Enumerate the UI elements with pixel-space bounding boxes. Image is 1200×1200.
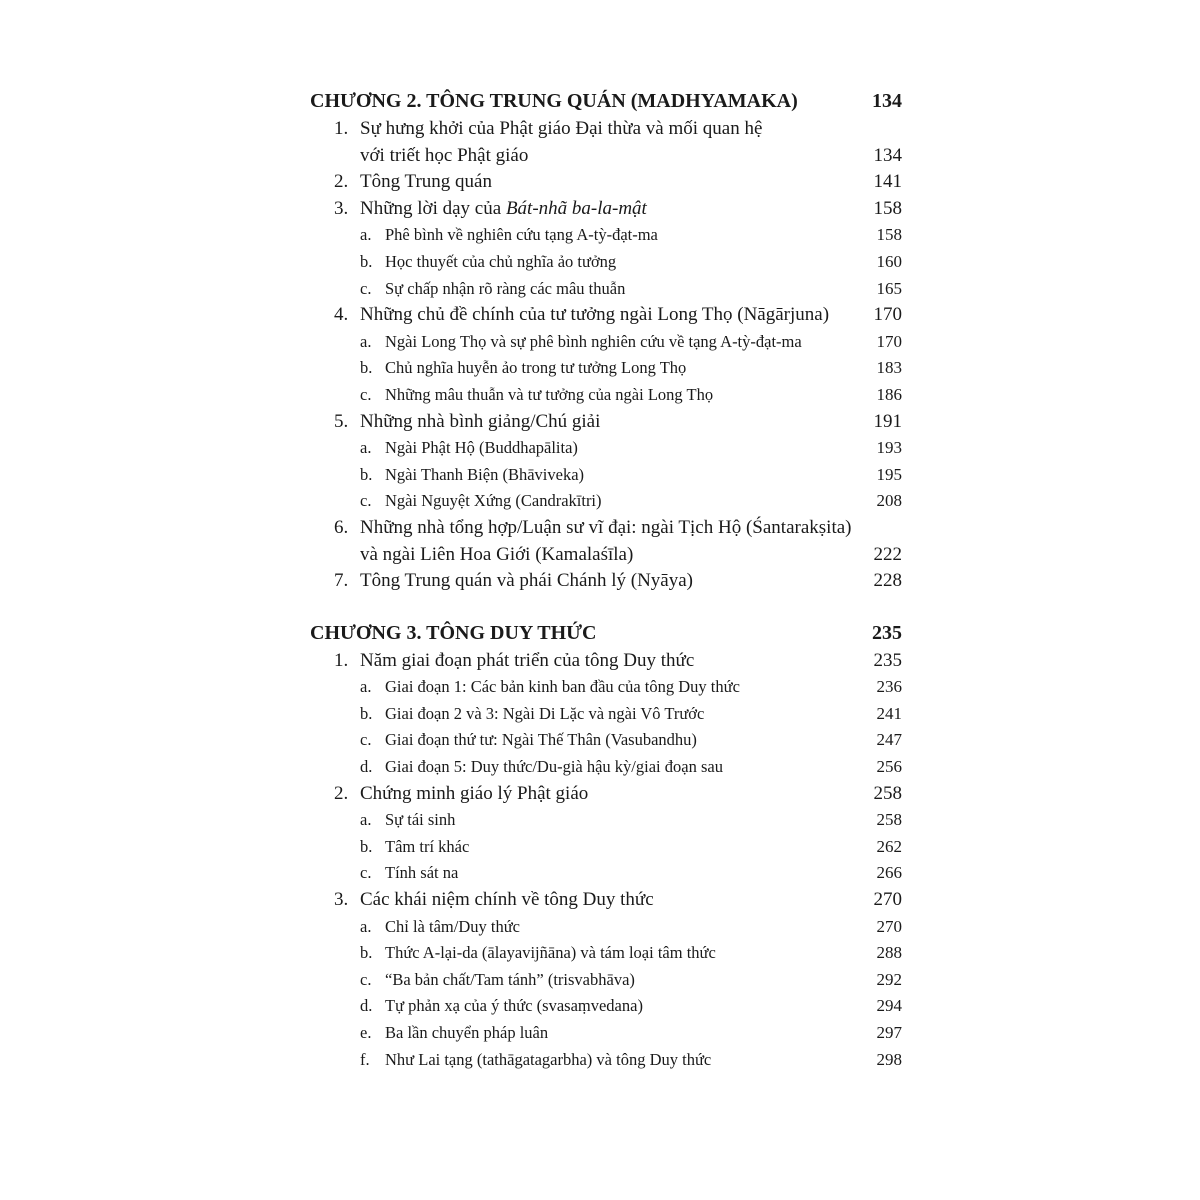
section-title — [310, 568, 902, 595]
subsection-title: Tính sát na — [385, 863, 459, 883]
section-title-line: với triết học Phật giáo — [360, 144, 529, 166]
chapter-title: CHƯƠNG 3. TÔNG DUY THỨC — [310, 621, 597, 644]
chapter-page-number: 134 — [872, 90, 902, 112]
subsection-page-number: 294 — [876, 996, 902, 1016]
subsection-page-number: 186 — [876, 384, 902, 404]
subsection-entry — [310, 993, 902, 1020]
subsection-letter: d. — [360, 996, 373, 1016]
subsection-title: Sự tái sinh — [385, 810, 456, 830]
section-entry — [310, 887, 902, 914]
subsection-page-number: 292 — [876, 969, 902, 989]
section-title-line: Các khái niệm chính về tông Duy thức — [360, 889, 654, 911]
section-title — [310, 887, 902, 914]
section-page-number: 270 — [873, 889, 902, 911]
section-entry — [310, 169, 902, 196]
subsection-page-number: 297 — [876, 1023, 902, 1042]
section-title-line: Những chủ đề chính của tư tưởng ngài Long Thọ (Nāgārjuna) — [360, 304, 830, 326]
subsection-page-number: 183 — [876, 358, 902, 378]
section-title-line: Năm giai đoạn phát triển của tông Duy thức — [360, 649, 695, 671]
subsection-letter: b. — [360, 251, 373, 271]
subsection-letter: c. — [360, 730, 372, 750]
subsection-entry — [310, 914, 902, 941]
subsection-entry — [310, 249, 902, 276]
subsection-letter: c. — [360, 491, 372, 511]
subsection-letter: a. — [360, 225, 372, 245]
subsection-page-number: 165 — [876, 278, 902, 298]
subsection-title: Ngài Phật Hộ (Buddhapālita) — [385, 438, 578, 458]
section-title-line: Những nhà bình giảng/Chú giải — [360, 410, 601, 432]
section-title-line: Những lời dạy của Bát-nhã ba-la-mật — [360, 197, 647, 219]
subsection-page-number: 247 — [876, 730, 902, 750]
section-title-line: Tông Trung quán và phái Chánh lý (Nyāya) — [360, 570, 693, 592]
section-number: 1. — [334, 118, 349, 139]
subsection-entry — [310, 727, 902, 754]
subsection-letter: b. — [360, 464, 373, 484]
subsection-entry — [310, 967, 902, 994]
section-title — [310, 648, 902, 675]
subsection-title: “Ba bản chất/Tam tánh” (trisvabhāva) — [385, 969, 635, 989]
subsection-title: Giai đoạn thứ tư: Ngài Thế Thân (Vasubandhu) — [385, 730, 697, 750]
chapter-title: CHƯƠNG 2. TÔNG TRUNG QUÁN (MADHYAMAKA) — [310, 90, 798, 112]
subsection-title: Tự phản xạ của ý thức (svasaṃvedana) — [385, 996, 643, 1016]
section-page-number: 222 — [873, 543, 902, 565]
subsection-letter: a. — [360, 916, 372, 936]
subsection-entry — [310, 329, 902, 356]
table-of-contents — [310, 86, 902, 1073]
section-number: 2. — [334, 782, 349, 804]
subsection-letter: c. — [360, 969, 372, 989]
subsection-page-number: 288 — [876, 943, 902, 963]
subsection-letter: f. — [360, 1049, 370, 1069]
subsection-page-number: 256 — [876, 757, 902, 777]
section-title — [310, 515, 902, 568]
subsection-letter: b. — [360, 943, 373, 963]
section-page-number: 158 — [873, 197, 902, 219]
subsection-title: Ba lần chuyển pháp luân — [385, 1023, 549, 1042]
section-number: 5. — [334, 410, 349, 432]
section-number: 7. — [334, 570, 349, 592]
subsection-title: Ngài Thanh Biện (Bhāviveka) — [385, 464, 585, 484]
chapter-heading — [310, 86, 902, 116]
section-entry — [310, 568, 902, 595]
subsection-title: Sự chấp nhận rõ ràng các mâu thuẫn — [385, 278, 626, 298]
section-page-number: 134 — [873, 144, 902, 166]
subsection-entry — [310, 1020, 902, 1047]
subsection-page-number: 270 — [876, 916, 902, 936]
section-entry — [310, 302, 902, 329]
subsection-entry — [310, 1047, 902, 1074]
subsection-letter: b. — [360, 358, 373, 378]
subsection-page-number: 193 — [876, 438, 902, 458]
section-entry — [310, 781, 902, 808]
subsection-entry — [310, 940, 902, 967]
section-entry — [310, 515, 902, 568]
section-number: 2. — [334, 171, 349, 193]
section-title-italic: Bát-nhã ba-la-mật — [505, 197, 647, 219]
subsection-letter: a. — [360, 677, 372, 697]
subsection-page-number: 258 — [876, 810, 902, 830]
subsection-page-number: 262 — [876, 836, 902, 856]
subsection-entry — [310, 276, 902, 303]
subsection-page-number: 298 — [876, 1049, 902, 1069]
subsection-title: Chỉ là tâm/Duy thức — [385, 916, 520, 936]
section-title — [310, 116, 902, 169]
subsection-letter: a. — [360, 810, 372, 830]
section-page-number: 170 — [873, 304, 902, 326]
subsection-entry — [310, 382, 902, 409]
section-title — [310, 409, 902, 436]
subsection-title: Như Lai tạng (tathāgatagarbha) và tông Duy thức — [385, 1049, 712, 1069]
section-page-number: 228 — [873, 570, 902, 592]
section-title — [310, 169, 902, 196]
subsection-page-number: 266 — [876, 863, 902, 883]
section-page-number: 141 — [873, 171, 902, 193]
subsection-entry — [310, 834, 902, 861]
subsection-page-number: 208 — [876, 491, 902, 511]
subsection-entry — [310, 807, 902, 834]
section-title — [310, 781, 902, 808]
section-entry — [310, 196, 902, 223]
subsection-entry — [310, 435, 902, 462]
subsection-page-number: 195 — [876, 464, 902, 484]
subsection-entry — [310, 674, 902, 701]
subsection-title: Những mâu thuẫn và tư tưởng của ngài Long Thọ — [385, 384, 714, 404]
subsection-letter: a. — [360, 438, 372, 458]
subsection-title: Tâm trí khác — [385, 836, 470, 856]
section-page-number: 258 — [873, 782, 902, 804]
subsection-entry — [310, 860, 902, 887]
subsection-entry — [310, 462, 902, 489]
section-title-line: Những nhà tổng hợp/Luận sư vĩ đại: ngài Tịch Hộ (Śantarakṣita) — [360, 516, 852, 538]
section-title — [310, 196, 902, 223]
subsection-page-number: 236 — [876, 677, 902, 697]
section-title-line: Sự hưng khởi của Phật giáo Đại thừa và mối quan hệ — [360, 118, 763, 139]
subsection-title: Chủ nghĩa huyễn ảo trong tư tưởng Long Thọ — [385, 358, 687, 378]
subsection-entry — [310, 355, 902, 382]
subsection-entry — [310, 754, 902, 781]
subsection-title: Học thuyết của chủ nghĩa ảo tưởng — [385, 251, 617, 271]
subsection-title: Giai đoạn 2 và 3: Ngài Di Lặc và ngài Vô Trước — [385, 703, 705, 723]
section-title-line: Chứng minh giáo lý Phật giáo — [360, 782, 589, 804]
subsection-entry — [310, 701, 902, 728]
subsection-title: Giai đoạn 1: Các bản kinh ban đầu của tông Duy thức — [385, 677, 740, 697]
subsection-letter: a. — [360, 331, 372, 351]
section-title-line: và ngài Liên Hoa Giới (Kamalaśīla) — [360, 543, 634, 565]
section-number: 3. — [334, 889, 349, 911]
subsection-page-number: 241 — [876, 703, 902, 723]
subsection-page-number: 158 — [876, 225, 902, 245]
subsection-title: Thức A-lại-da (ālayavijñāna) và tám loại tâm thức — [385, 943, 716, 963]
chapter-heading — [310, 618, 902, 648]
subsection-title: Giai đoạn 5: Duy thức/Du-già hậu kỳ/giai đoạn sau — [385, 757, 723, 777]
subsection-page-number: 170 — [876, 331, 902, 351]
subsection-title: Ngài Long Thọ và sự phê bình nghiên cứu về tạng A-tỳ-đạt-ma — [385, 331, 802, 351]
section-number: 6. — [334, 516, 349, 538]
subsection-letter: c. — [360, 384, 372, 404]
subsection-letter: b. — [360, 836, 373, 856]
subsection-title: Ngài Nguyệt Xứng (Candrakītri) — [385, 491, 602, 511]
subsection-page-number: 160 — [876, 251, 902, 271]
subsection-entry — [310, 488, 902, 515]
section-page-number: 235 — [873, 649, 902, 671]
section-entry — [310, 116, 902, 169]
subsection-letter: e. — [360, 1023, 372, 1042]
subsection-title: Phê bình về nghiên cứu tạng A-tỳ-đạt-ma — [385, 225, 658, 245]
subsection-letter: b. — [360, 703, 373, 723]
subsection-entry — [310, 222, 902, 249]
section-entry — [310, 409, 902, 436]
section-entry — [310, 648, 902, 675]
section-title — [310, 302, 902, 329]
section-number: 3. — [334, 197, 349, 219]
chapter-page-number: 235 — [872, 621, 902, 644]
section-title-line: Tông Trung quán — [360, 171, 492, 193]
subsection-letter: d. — [360, 757, 373, 777]
subsection-letter: c. — [360, 863, 372, 883]
subsection-letter: c. — [360, 278, 372, 298]
section-page-number: 191 — [873, 410, 902, 432]
section-number: 1. — [334, 649, 349, 671]
section-number: 4. — [334, 304, 349, 326]
